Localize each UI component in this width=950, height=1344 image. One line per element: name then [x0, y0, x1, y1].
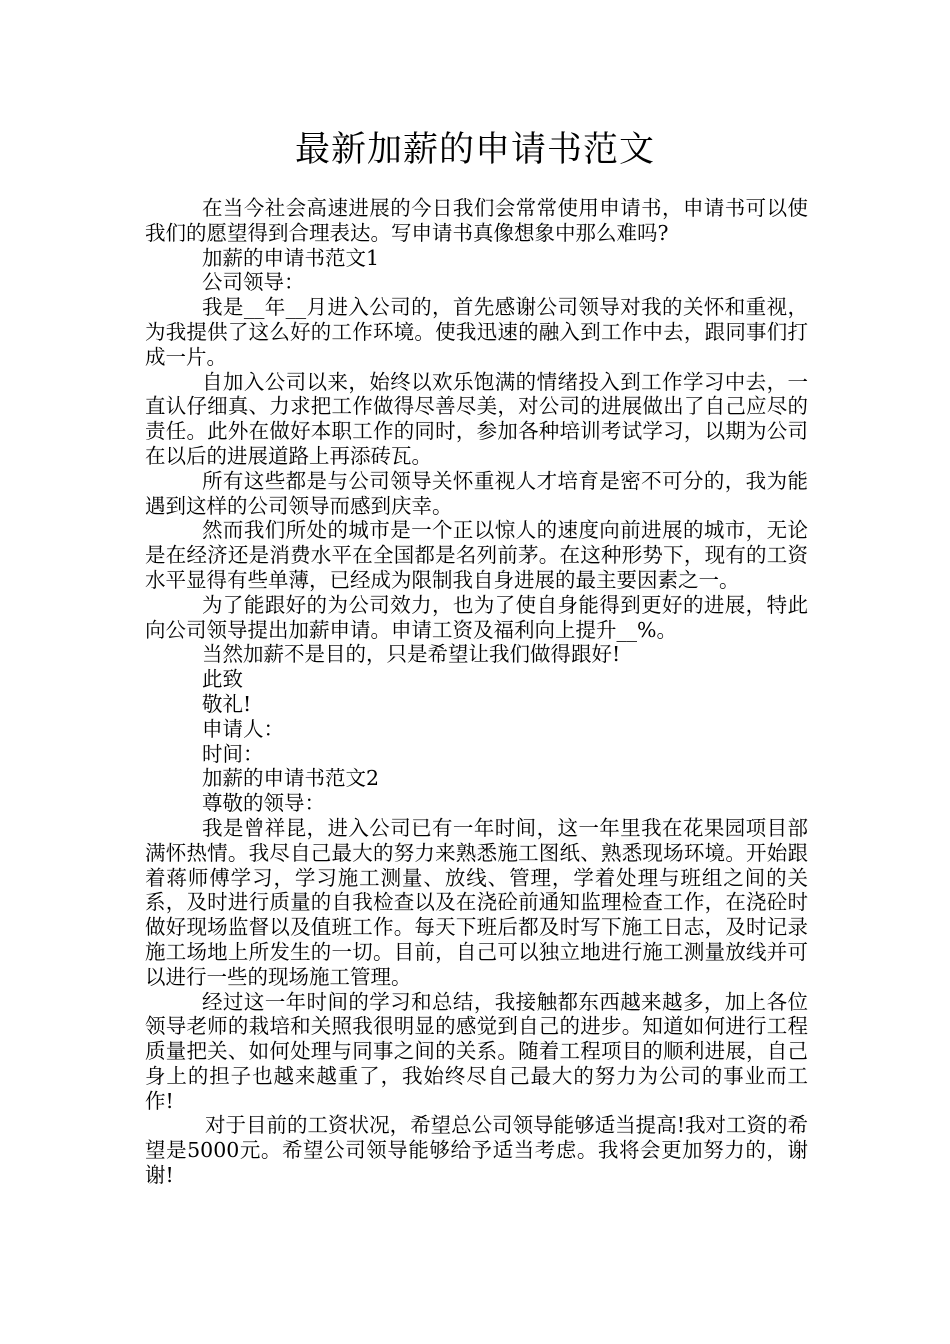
body-paragraph: 经过这一年时间的学习和总结，我接触都东西越来越多，加上各位领导老师的栽培和关照我很明显的感觉到自己的进步。知道如何进行工程质量把关、如何处理与同事之间的关系。随着工程项目的顺利进展，自己身上的担子也越来越重了，我始终尽自己最大的努力为公司的事业而工作! [145, 989, 808, 1113]
salutation: 公司领导： [202, 270, 305, 295]
closing-regards: 敬礼! [202, 691, 252, 716]
document-title: 最新加薪的申请书范文 [294, 130, 655, 170]
body-paragraph: 为了能跟好的为公司效力，也为了使自身能得到更好的进展，特此向公司领导提出加薪申请。申请工资及福利向上提升__%。 [145, 592, 808, 642]
date-label: 时间： [202, 741, 264, 766]
body-paragraph: 我是__年__月进入公司的，首先感谢公司领导对我的关怀和重视，为我提供了这么好的工作环境。使我迅速的融入到工作中去，跟同事们打成一片。 [145, 295, 808, 369]
applicant-label: 申请人： [202, 716, 284, 741]
sample-2-heading: 加薪的申请书范文2 [202, 766, 380, 791]
document-body [145, 196, 808, 1188]
salutation: 尊敬的领导： [202, 791, 325, 816]
body-paragraph: 所有这些都是与公司领导关怀重视人才培育是密不可分的，我为能遇到这样的公司领导而感到庆幸。 [145, 468, 808, 518]
closing-line: 此致 [202, 667, 243, 692]
body-paragraph: 对于目前的工资状况，希望总公司领导能够适当提高!我对工资的希望是5000元。希望公司领导能够给予适当考虑。我将会更加努力的，谢谢! [145, 1113, 808, 1188]
body-paragraph: 我是曾祥昆，进入公司已有一年时间，这一年里我在花果园项目部满怀热情。我尽自己最大的努力来熟悉施工图纸、熟悉现场环境。开始跟着蒋师傅学习，学习施工测量、放线、管理，学着处理与班组之间的关系，及时进行质量的自我检查以及在浇砼前通知监理检查工作，在浇砼时做好现场监督以及值班工作。每天下班后都及时写下施工日志，及时记录施工场地上所发生的一切。目前，自己可以独立地进行施工测量放线并可以进行一些的现场施工管理。 [145, 815, 808, 989]
body-paragraph: 当然加薪不是目的，只是希望让我们做得跟好! [202, 642, 621, 667]
body-paragraph: 自加入公司以来，始终以欢乐饱满的情绪投入到工作学习中去，一直认仔细真、力求把工作做得尽善尽美，对公司的进展做出了自己应尽的责任。此外在做好本职工作的同时，参加各种培训考试学习，以期为公司在以后的进展道路上再添砖瓦。 [145, 369, 808, 468]
body-paragraph: 然而我们所处的城市是一个正以惊人的速度向前进展的城市，无论是在经济还是消费水平在全国都是名列前茅。在这种形势下，现有的工资水平显得有些单薄，已经成为限制我自身进展的最主要因素之一。 [145, 518, 808, 592]
sample-1-heading: 加薪的申请书范文1 [202, 245, 380, 270]
intro-paragraph: 在当今社会高速进展的今日我们会常常使用申请书，申请书可以使我们的愿望得到合理表达。写申请书真像想象中那么难吗? [145, 196, 808, 245]
